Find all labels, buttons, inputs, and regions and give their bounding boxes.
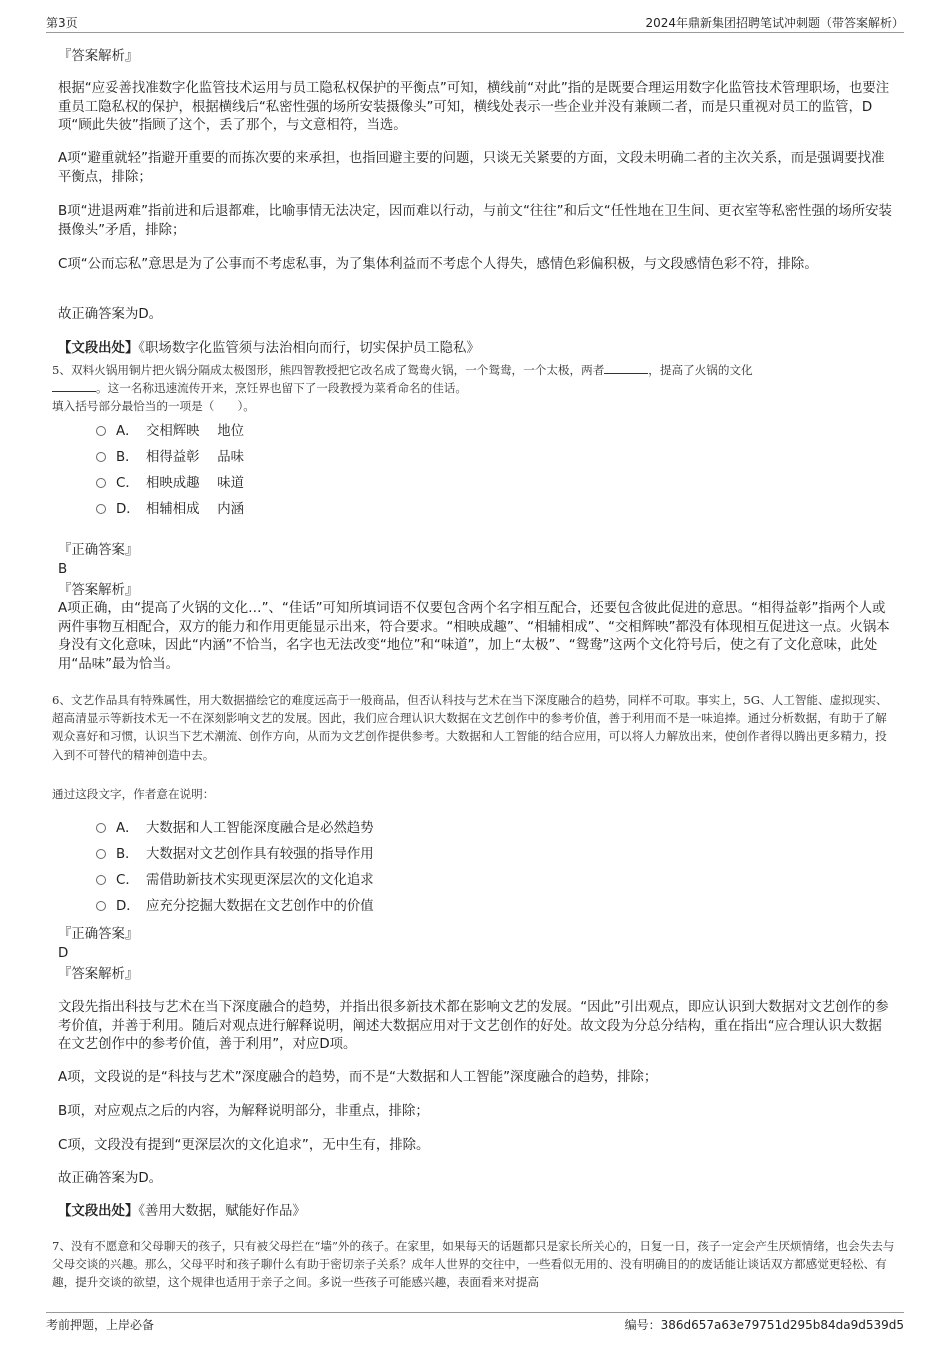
q4-analysis-p1: 根据“应妥善找准数字化监管技术运用与员工隐私权保护的平衡点”可知，横线前“对此”指的是既要合理运用数字化监管技术管理职场，也要注重员工隐私权的保护，根据横线后“私密性强的场所安装摄像头”可知，横线处表示一些企业并没有兼顾二者，而是只重视对员工的监管，D项“顾此失彼”指顾了这个，丢了那个，与文意相符，当选。 xyxy=(58,81,890,134)
q6-option-c[interactable] xyxy=(96,872,374,890)
option-letter: C． xyxy=(116,873,139,888)
option-text: 相得益彰 品味 xyxy=(146,450,244,465)
q5-option-b[interactable] xyxy=(96,449,244,467)
option-text: 需借助新技术实现更深层次的文化追求 xyxy=(146,873,374,888)
radio-icon[interactable] xyxy=(96,504,106,514)
radio-icon[interactable] xyxy=(96,901,106,911)
q4-analysis-p3: B项“进退两难”指前进和后退都难，比喻事情无法决定，因而难以行动，与前文“往往”和后文“任性地在卫生间、更衣室等私密性强的场所安装摄像头”矛盾，排除； xyxy=(58,204,892,238)
page-footer xyxy=(46,1312,904,1335)
q5-stem-part-b: ，提高了火锅的文化 xyxy=(648,363,753,377)
q5-correct-answer: B xyxy=(58,562,68,577)
q6-question: 通过这段文字，作者意在说明： xyxy=(52,787,215,801)
q6-option-b[interactable] xyxy=(96,846,374,864)
option-text: 相映成趣 味道 xyxy=(146,476,244,491)
q5-blank-2 xyxy=(52,391,96,392)
q6-source xyxy=(58,1203,894,1222)
q6-correct-answer: D xyxy=(58,946,69,961)
option-text: 交相辉映 地位 xyxy=(146,424,244,439)
q4-source-text: 《职场数字化监管须与法治相向而行，切实保护员工隐私》 xyxy=(138,341,480,356)
q6-analysis-p3: B项，对应观点之后的内容，为解释说明部分，非重点，排除； xyxy=(58,1104,429,1119)
q6-analysis-heading: 『答案解析』 xyxy=(58,967,139,982)
option-letter: A． xyxy=(116,424,139,439)
option-letter: C． xyxy=(116,476,139,491)
option-letter: D． xyxy=(116,502,140,517)
page-header xyxy=(46,12,904,33)
q4-analysis-p4: C项“公而忘私”意思是为了公事而不考虑私事，为了集体利益而不考虑个人得失，感情色彩偏积极，与文段感情色彩不符，排除。 xyxy=(58,257,818,272)
option-text: 大数据和人工智能深度融合是必然趋势 xyxy=(146,821,374,836)
q6-analysis-p4: C项，文段没有提到“更深层次的文化追求”，无中生有，排除。 xyxy=(58,1138,430,1153)
q6-option-a[interactable] xyxy=(96,820,374,838)
option-text: 应充分挖掘大数据在文艺创作中的价值 xyxy=(146,899,374,914)
q5-analysis-heading: 『答案解析』 xyxy=(58,583,139,598)
option-text: 大数据对文艺创作具有较强的指导作用 xyxy=(146,847,374,862)
q6-source-label: 【文段出处】 xyxy=(58,1204,139,1219)
q5-analysis: A项正确，由“提高了火锅的文化…”、“佳话”可知所填词语不仅要包含两个名字相互配合，还要包含彼此促进的意思。“相得益彰”指两个人或两件事物互相配合，双方的能力和作用更能显示出来，符合要求。“相映成趣”、“相辅相成”、“交相辉映”都没有体现相互促进这一点。火锅本身没有文化意味，因此“内涵”不恰当，名字也无法改变“地位”和“味道”，加上“太极”、“鸳鸯”这两个文化符号后，使之有了文化意味，此处用“品味”最为恰当。 xyxy=(58,601,890,672)
radio-icon[interactable] xyxy=(96,849,106,859)
q5-stem-part-c: 。这一名称迅速流传开来，烹饪界也留下了一段教授为菜肴命名的佳话。 xyxy=(96,381,468,396)
q7-stem: 7、没有不愿意和父母聊天的孩子，只有被父母拦在“墙”外的孩子。在家里，如果每天的话题都只是家长所关心的，日复一日，孩子一定会产生厌烦情绪，也会失去与父母交谈的兴趣。那么，父母平时和孩子聊什么有助于密切亲子关系？成年人世界的交往中，一些看似无用的、没有明确目的的废话能让谈话双方都感觉更轻松、有趣，提升交谈的欲望，这个规律也适用于亲子之间。多说一些孩子可能感兴趣，表面看来对提高 xyxy=(52,1239,895,1290)
q5-stem-part-a: 5、双料火锅用铜片把火锅分隔成太极图形，熊四智教授把它改名成了鸳鸯火锅，一个鸳鸯，一个太极，两者 xyxy=(52,363,605,377)
q6-analysis-p2: A项，文段说的是“科技与艺术”深度融合的趋势，而不是“大数据和人工智能”深度融合的趋势，排除； xyxy=(58,1070,658,1085)
q5-option-c[interactable] xyxy=(96,475,244,493)
q6-source-text: 《善用大数据，赋能好作品》 xyxy=(138,1204,306,1219)
q6-option-d[interactable] xyxy=(96,898,374,916)
q4-analysis-p2: A项“避重就轻”指避开重要的而拣次要的来承担，也指回避主要的问题，只谈无关紧要的方面，文段未明确二者的主次关系，而是强调要找准平衡点，排除； xyxy=(58,151,885,185)
option-letter: B． xyxy=(116,450,139,465)
q5-stem xyxy=(52,361,898,416)
option-text: 相辅相成 内涵 xyxy=(146,502,244,517)
document-title: 2024年鼎新集团招聘笔试冲刺题（带答案解析） xyxy=(645,16,904,30)
q4-source xyxy=(58,340,894,359)
radio-icon[interactable] xyxy=(96,823,106,833)
q4-answer-line: 故正确答案为D。 xyxy=(58,307,163,322)
q6-correct-heading: 『正确答案』 xyxy=(58,927,139,942)
option-letter: D． xyxy=(116,899,140,914)
q5-option-d[interactable] xyxy=(96,501,244,519)
footer-slogan: 考前押题，上岸必备 xyxy=(46,1318,155,1332)
q5-blank-1 xyxy=(604,373,648,374)
q5-option-a[interactable] xyxy=(96,423,244,441)
radio-icon[interactable] xyxy=(96,452,106,462)
option-letter: A． xyxy=(116,821,139,836)
q6-analysis-p1: 文段先指出科技与艺术在当下深度融合的趋势，并指出很多新技术都在影响文艺的发展。“因此”引出观点，即应认识到大数据对文艺创作的参考价值，并善于利用。随后对观点进行解释说明，阐述大数据应用对于文艺创作的好处。故文段为分总分结构，重在指出“应合理认识大数据在文艺创作中的参考价值，善于利用”，对应D项。 xyxy=(58,1000,889,1053)
q5-question: 填入括号部分最恰当的一项是（ ）。 xyxy=(52,399,255,414)
footer-code: 编号：386d657a63e79751d295b84da9d539d5 xyxy=(624,1318,904,1332)
radio-icon[interactable] xyxy=(96,478,106,488)
radio-icon[interactable] xyxy=(96,426,106,436)
q6-answer-line: 故正确答案为D。 xyxy=(58,1171,163,1186)
option-letter: B． xyxy=(116,847,139,862)
q6-stem: 6、文艺作品具有特殊属性，用大数据描绘它的难度远高于一般商品，但否认科技与艺术在当下深度融合的趋势，同样不可取。事实上，5G、人工智能、虚拟现实、超高清显示等新技术无一不在深刻影响文艺的发展。因此，我们应合理认识大数据在文艺创作中的参考价值，善于利用而不是一味追捧。通过分析数据，有助于了解观众喜好和习惯，认识当下艺术潮流、创作方向，从而为文艺创作提供参考。大数据和人工智能的结合应用，可以将人力解放出来，使创作者得以腾出更多精力，投入到不可替代的精神创造中去。 xyxy=(52,693,888,762)
radio-icon[interactable] xyxy=(96,875,106,885)
page-number: 第3页 xyxy=(46,16,78,30)
q4-analysis-heading: 『答案解析』 xyxy=(58,49,139,64)
q4-source-label: 【文段出处】 xyxy=(58,341,139,356)
q5-correct-heading: 『正确答案』 xyxy=(58,543,139,558)
